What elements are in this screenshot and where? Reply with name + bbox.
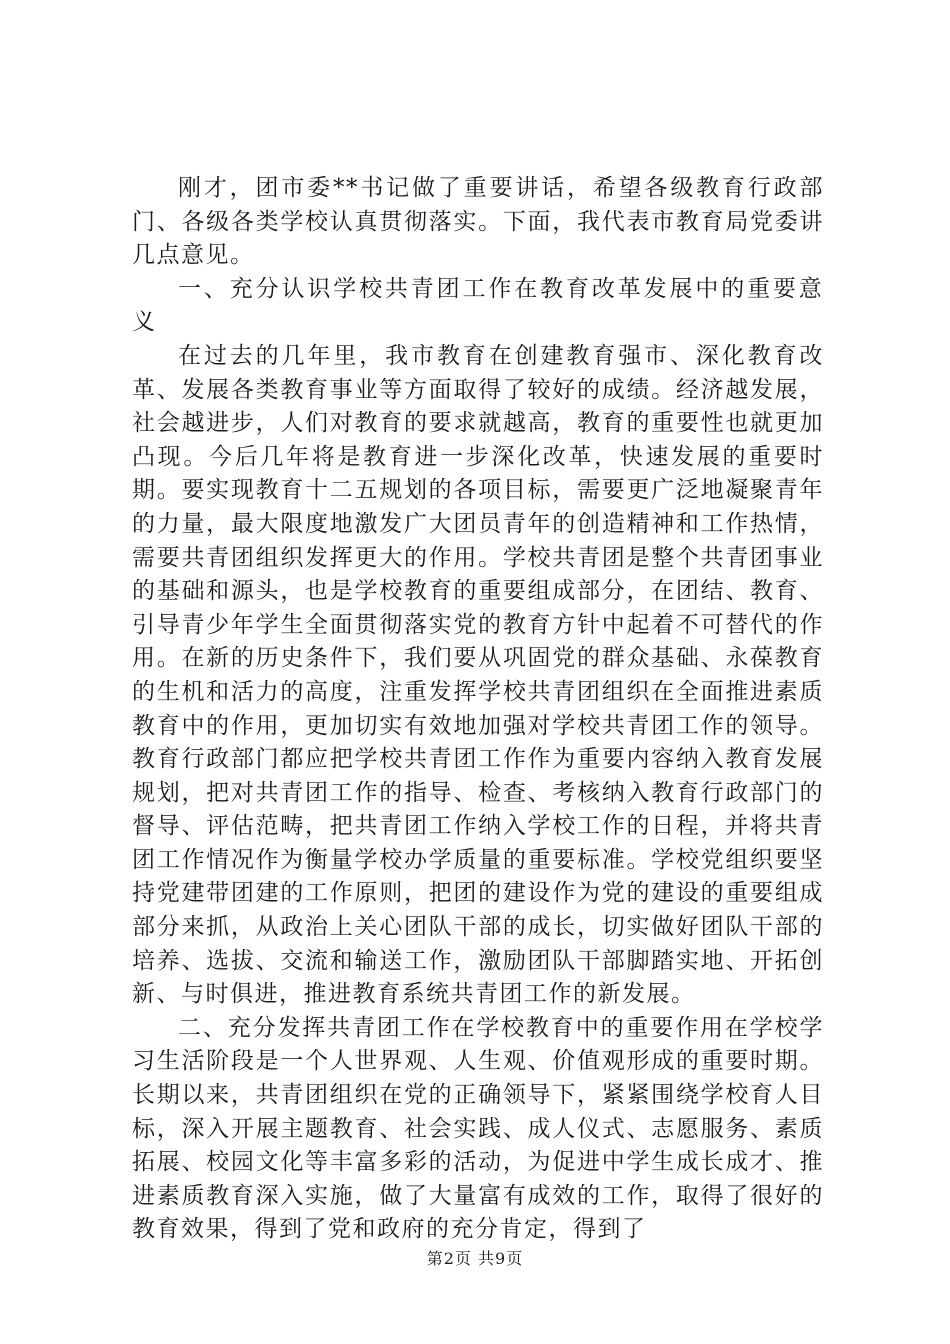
document-body	[132, 172, 824, 1247]
page-footer: 第2页 共9页	[426, 1249, 524, 1268]
paragraph-opening: 刚才，团市委**书记做了重要讲话，希望各级教育行政部门、各级各类学校认真贯彻落实。下面，我代表市教育局党委讲几点意见。	[132, 175, 824, 269]
paragraph-section-one: 在过去的几年里，我市教育在创建教育强市、深化教育改革、发展各类教育事业等方面取得了较好的成绩。经济越发展，社会越进步，人们对教育的要求就越高，教育的重要性也就更加凸现。今后几年将是教育进一步深化改革，快速发展的重要时期。要实现教育十二五规划的各项目标，需要更广泛地凝聚青年的力量，最大限度地激发广大团员青年的创造精神和工作热情，需要共青团组织发挥更大的作用。学校共青团是整个共青团事业的基础和源头，也是学校教育的重要组成部分，在团结、教育、引导青少年学生全面贯彻落实党的教育方针中起着不可替代的作用。在新的历史条件下，我们要从巩固党的群众基础、永葆教育的生机和活力的高度，注重发挥学校共青团组织在全面推进素质教育中的作用，更加切实有效地加强对学校共青团工作的领导。教育行政部门都应把学校共青团工作作为重要内容纳入教育发展规划，把对共青团工作的指导、检查、考核纳入教育行政部门的督导、评估范畴，把共青团工作纳入学校工作的日程，并将共青团工作情况作为衡量学校办学质量的重要标准。学校党组织要坚持党建带团建的工作原则，把团的建设作为党的建设的重要组成部分来抓，从政治上关心团队干部的成长，切实做好团队干部的培养、选拔、交流和输送工作，激励团队干部脚踏实地、开拓创新、与时俱进，推进教育系统共青团工作的新发展。	[132, 342, 824, 1008]
section-heading-one: 一、充分认识学校共青团工作在教育改革发展中的重要意义	[132, 275, 824, 336]
paragraph-section-two: 二、充分发挥共青团工作在学校教育中的重要作用在学校学习生活阶段是一个人世界观、人生观、价值观形成的重要时期。长期以来，共青团组织在党的正确领导下，紧紧围绕学校育人目标，深入开展主题教育、社会实践、成人仪式、志愿服务、素质拓展、校园文化等丰富多彩的活动，为促进中学生成长成才、推进素质教育深入实施，做了大量富有成效的工作，取得了很好的教育效果，得到了党和政府的充分肯定，得到了	[132, 1014, 824, 1243]
